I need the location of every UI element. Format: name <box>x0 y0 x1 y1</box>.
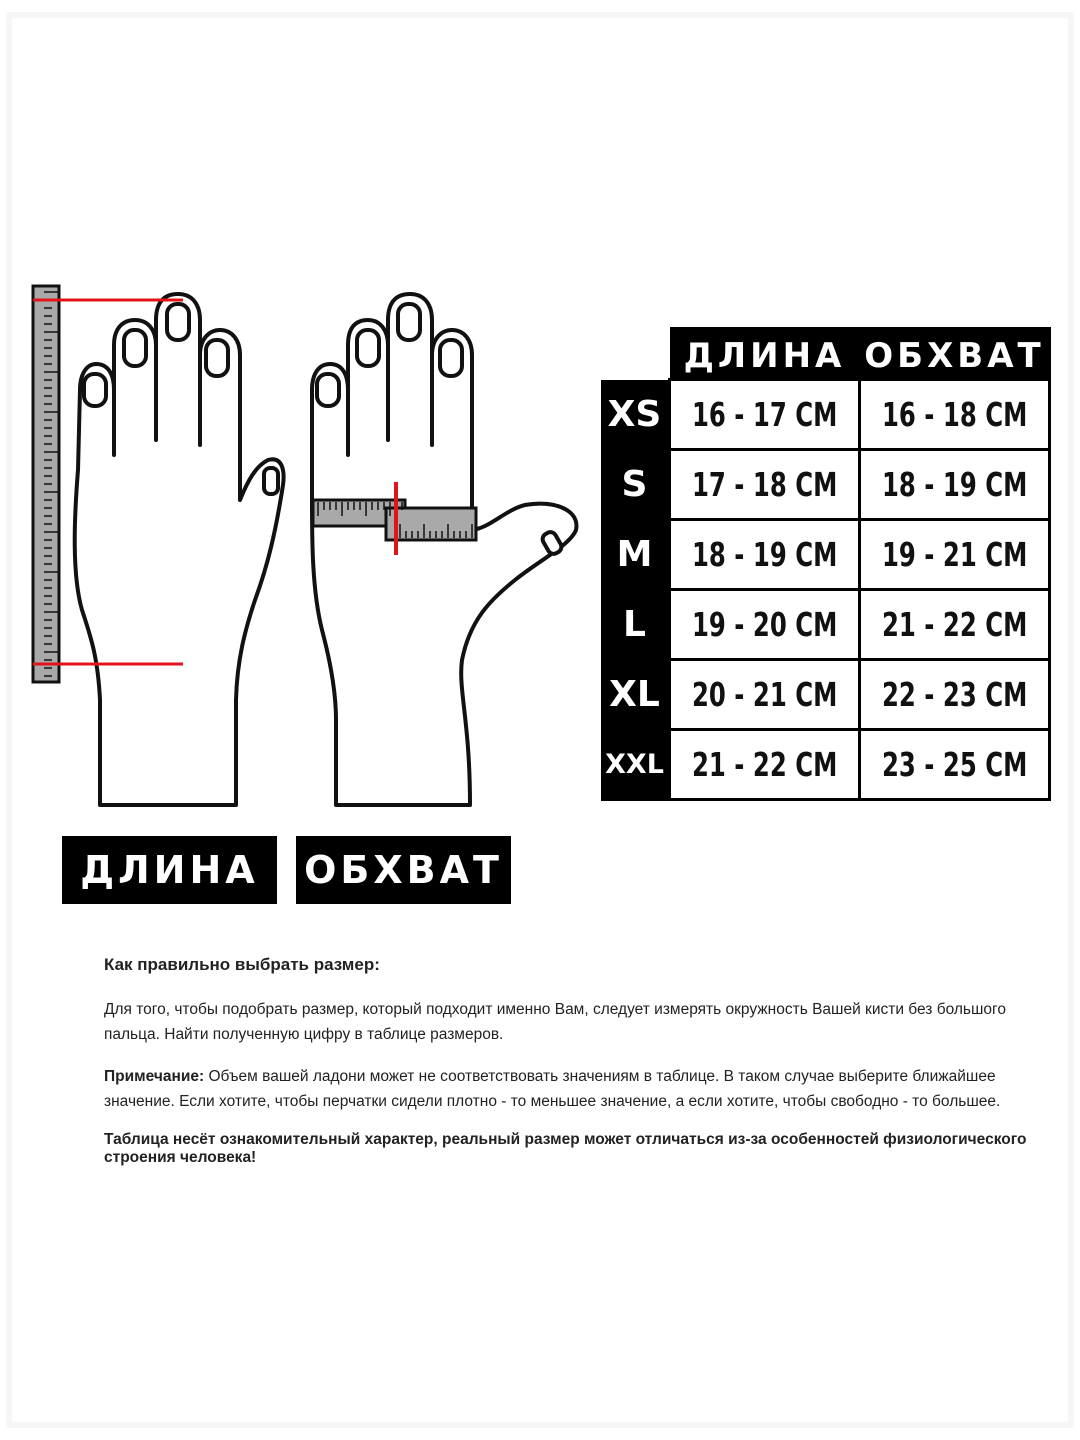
girth-value-text: 22 - 23 СМ <box>881 675 1028 714</box>
table-row <box>601 730 1050 800</box>
table-row <box>601 380 1050 450</box>
girth-value-text: 18 - 19 СМ <box>881 465 1028 504</box>
length-value <box>670 730 860 800</box>
length-value-text: 18 - 19 СМ <box>691 535 838 574</box>
table-corner <box>601 327 670 380</box>
note-text: Объем вашей ладони может не соответствовать значениям в таблице. В таком случае выберите ближайшее значение. Если хотите, чтобы перчатки сидели плотно - то меньшее значение, а если хотите, чтобы свободно - то большее. <box>104 1068 1001 1110</box>
note-paragraph <box>104 1064 1034 1114</box>
hand-length-illustration <box>75 294 284 805</box>
table-row <box>601 590 1050 660</box>
table-row <box>601 520 1050 590</box>
length-value-text: 21 - 22 СМ <box>691 745 838 784</box>
ruler-icon <box>33 286 59 682</box>
length-value-text: 16 - 17 СМ <box>691 395 838 434</box>
table-header-length: ДЛИНА <box>670 327 860 380</box>
length-value <box>670 380 860 450</box>
size-label: S <box>601 450 670 520</box>
size-label: L <box>601 590 670 660</box>
length-value <box>670 660 860 730</box>
girth-value-text: 21 - 22 СМ <box>881 605 1028 644</box>
table-row <box>601 450 1050 520</box>
instructions-heading: Как правильно выбрать размер: <box>104 955 380 974</box>
length-value-text: 19 - 20 СМ <box>691 605 838 644</box>
length-value-text: 20 - 21 СМ <box>691 675 838 714</box>
warning-text: Таблица несёт ознакомительный характер, реальный размер может отличаться из-за особенностей физиологического строения человека! <box>104 1131 1027 1166</box>
girth-value <box>860 520 1050 590</box>
girth-value-text: 16 - 18 СМ <box>881 395 1028 434</box>
hand-girth-illustration <box>312 294 576 805</box>
length-value-text: 17 - 18 СМ <box>691 465 838 504</box>
length-value <box>670 450 860 520</box>
instructions-section <box>104 955 1034 1184</box>
girth-value <box>860 380 1050 450</box>
girth-value <box>860 450 1050 520</box>
girth-value-text: 23 - 25 СМ <box>881 745 1028 784</box>
size-label: XXL <box>601 730 670 800</box>
girth-value-text: 19 - 21 СМ <box>881 535 1028 574</box>
table-header-girth: ОБХВАТ <box>860 327 1050 380</box>
size-label: XL <box>601 660 670 730</box>
length-value <box>670 590 860 660</box>
girth-value <box>860 730 1050 800</box>
table-row <box>601 660 1050 730</box>
length-value <box>670 520 860 590</box>
girth-value <box>860 660 1050 730</box>
girth-label: ОБХВАТ <box>296 836 511 904</box>
instructions-paragraph: Для того, чтобы подобрать размер, который подходит именно Вам, следует измерять окружность Вашей кисти без большого пальца. Найти полученную цифру в таблице размеров. <box>104 1001 1006 1043</box>
length-label: ДЛИНА <box>62 836 277 904</box>
girth-value <box>860 590 1050 660</box>
size-table <box>601 327 1051 801</box>
size-label: M <box>601 520 670 590</box>
note-title: Примечание: <box>104 1068 205 1085</box>
size-label: XS <box>601 380 670 450</box>
